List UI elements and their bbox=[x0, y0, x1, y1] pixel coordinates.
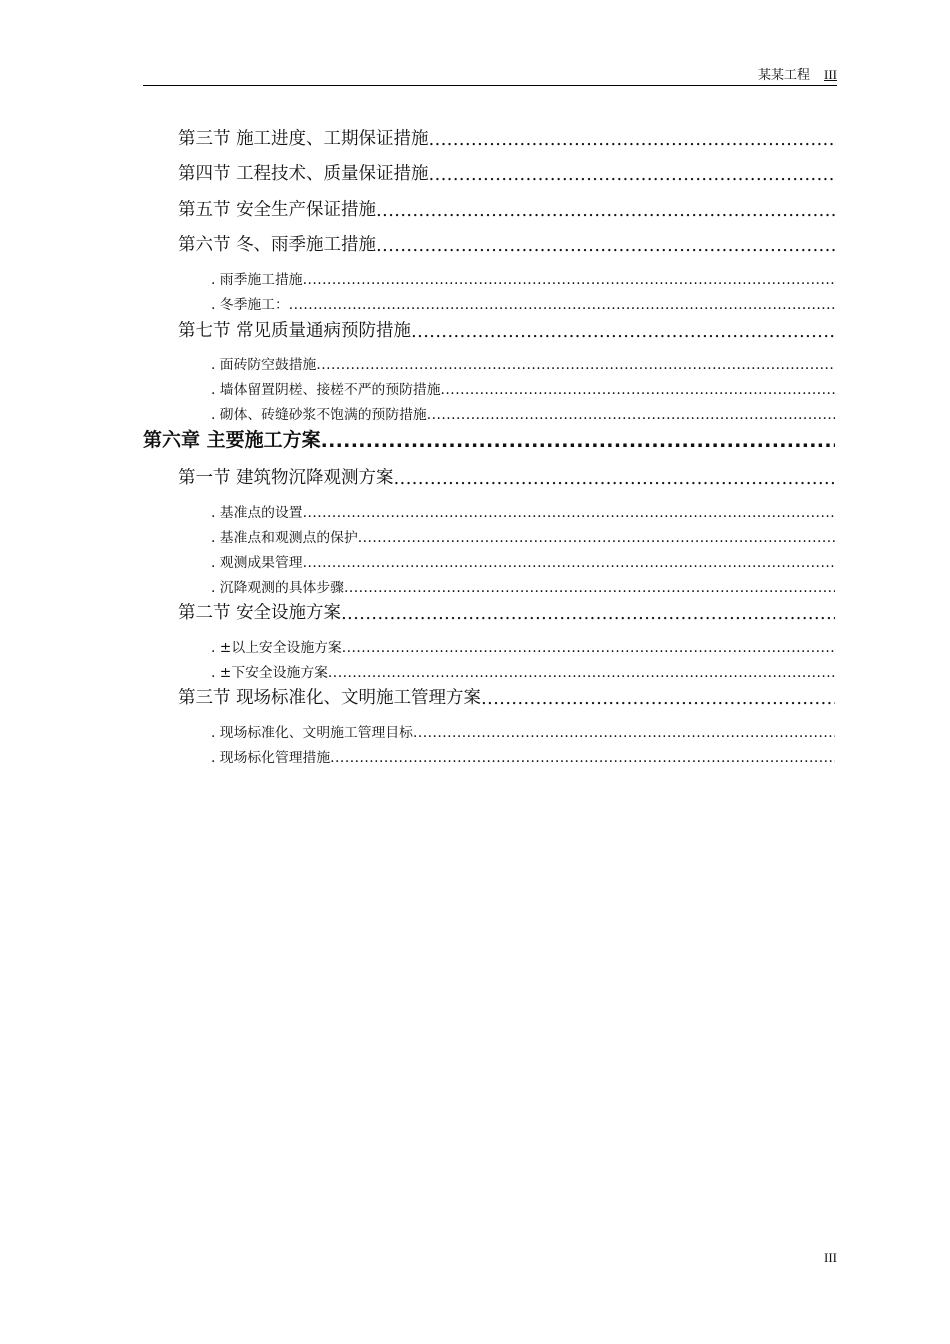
toc-leader-dots bbox=[376, 236, 835, 256]
toc-leader-dots bbox=[328, 665, 835, 681]
toc-section-entry bbox=[178, 318, 835, 342]
toc-subsection-entry bbox=[211, 747, 835, 766]
toc-entry-label: . ±以上安全设施方案 bbox=[211, 640, 342, 656]
toc-leader-dots bbox=[303, 505, 835, 521]
toc-leader-dots bbox=[303, 272, 835, 288]
toc-subsection-entry bbox=[211, 294, 835, 313]
toc-leader-dots bbox=[429, 130, 835, 150]
toc-subsection-entry bbox=[211, 354, 835, 373]
toc-subsection-entry bbox=[211, 527, 835, 546]
header-title: 某某工程 bbox=[757, 68, 810, 83]
toc-entry-label: 第五节 安全生产保证措施 bbox=[178, 200, 377, 220]
header-page-number: III bbox=[824, 67, 837, 82]
toc-subsection-entry bbox=[211, 552, 835, 571]
toc-subsection-entry bbox=[211, 662, 835, 681]
toc-leader-dots bbox=[413, 725, 835, 741]
toc-section-entry bbox=[178, 197, 835, 221]
toc-leader-dots bbox=[289, 297, 835, 313]
toc-entry-label: . 观测成果管理 bbox=[211, 555, 303, 571]
toc-section-entry bbox=[178, 685, 835, 709]
toc-section-entry bbox=[178, 600, 835, 624]
toc-entry-label: . 基准点的设置 bbox=[211, 505, 303, 521]
toc-subsection-entry bbox=[211, 269, 835, 288]
toc-leader-dots bbox=[316, 357, 835, 373]
toc-entry-label: . 冬季施工： bbox=[211, 297, 289, 313]
toc-leader-dots bbox=[376, 201, 835, 221]
toc-section-entry bbox=[178, 126, 835, 150]
toc-entry-label: 第三节 施工进度、工期保证措施 bbox=[178, 129, 429, 149]
toc-leader-dots bbox=[344, 580, 835, 596]
toc-entry-label: 第一节 建筑物沉降观测方案 bbox=[178, 468, 394, 488]
toc-subsection-entry bbox=[211, 502, 835, 521]
toc-leader-dots bbox=[429, 165, 835, 185]
toc-entry-label: . 沉降观测的具体步骤 bbox=[211, 580, 344, 596]
toc-entry-label: 第七节 常见质量通病预防措施 bbox=[178, 321, 412, 341]
toc-entry-label: . 面砖防空鼓措施 bbox=[211, 357, 317, 373]
toc-leader-dots bbox=[411, 322, 835, 342]
toc-entry-label: 第三节 现场标准化、文明施工管理方案 bbox=[178, 688, 482, 708]
toc-section-entry bbox=[178, 465, 835, 489]
toc-subsection-entry bbox=[211, 404, 835, 423]
toc-entry-label: . 现场标化管理措施 bbox=[211, 750, 331, 766]
toc-leader-dots bbox=[330, 750, 835, 766]
footer-page-number: III bbox=[824, 1250, 837, 1265]
toc-subsection-entry bbox=[211, 379, 835, 398]
toc-subsection-entry bbox=[211, 722, 835, 741]
toc-leader-dots bbox=[341, 604, 835, 624]
toc-entry-label: 第六节 冬、雨季施工措施 bbox=[178, 235, 377, 255]
toc-entry-label: . 墙体留置阴槎、接槎不严的预防措施 bbox=[211, 382, 441, 398]
toc-leader-dots bbox=[441, 382, 835, 398]
toc-chapter-entry bbox=[143, 426, 835, 452]
toc-entry-label: . 基准点和观测点的保护 bbox=[211, 530, 358, 546]
toc-entry-label: . 砌体、砖缝砂浆不饱满的预防措施 bbox=[211, 407, 427, 423]
toc-leader-dots bbox=[321, 430, 835, 452]
toc-section-entry bbox=[178, 232, 835, 256]
toc-leader-dots bbox=[303, 555, 835, 571]
toc-leader-dots bbox=[481, 689, 835, 709]
toc-subsection-entry bbox=[211, 577, 835, 596]
toc-entry-label: 第二节 安全设施方案 bbox=[178, 603, 342, 623]
toc-section-entry bbox=[178, 161, 835, 185]
toc-entry-label: . 雨季施工措施 bbox=[211, 272, 303, 288]
toc-leader-dots bbox=[394, 469, 835, 489]
toc-leader-dots bbox=[358, 530, 835, 546]
toc-leader-dots bbox=[342, 640, 835, 656]
toc-entry-label: 第四节 工程技术、质量保证措施 bbox=[178, 164, 429, 184]
toc-subsection-entry bbox=[211, 637, 835, 656]
toc-leader-dots bbox=[427, 407, 835, 423]
toc-entry-label: 第六章 主要施工方案 bbox=[143, 429, 321, 451]
toc-entry-label: . ±下安全设施方案 bbox=[211, 665, 328, 681]
toc-entry-label: . 现场标准化、文明施工管理目标 bbox=[211, 725, 413, 741]
